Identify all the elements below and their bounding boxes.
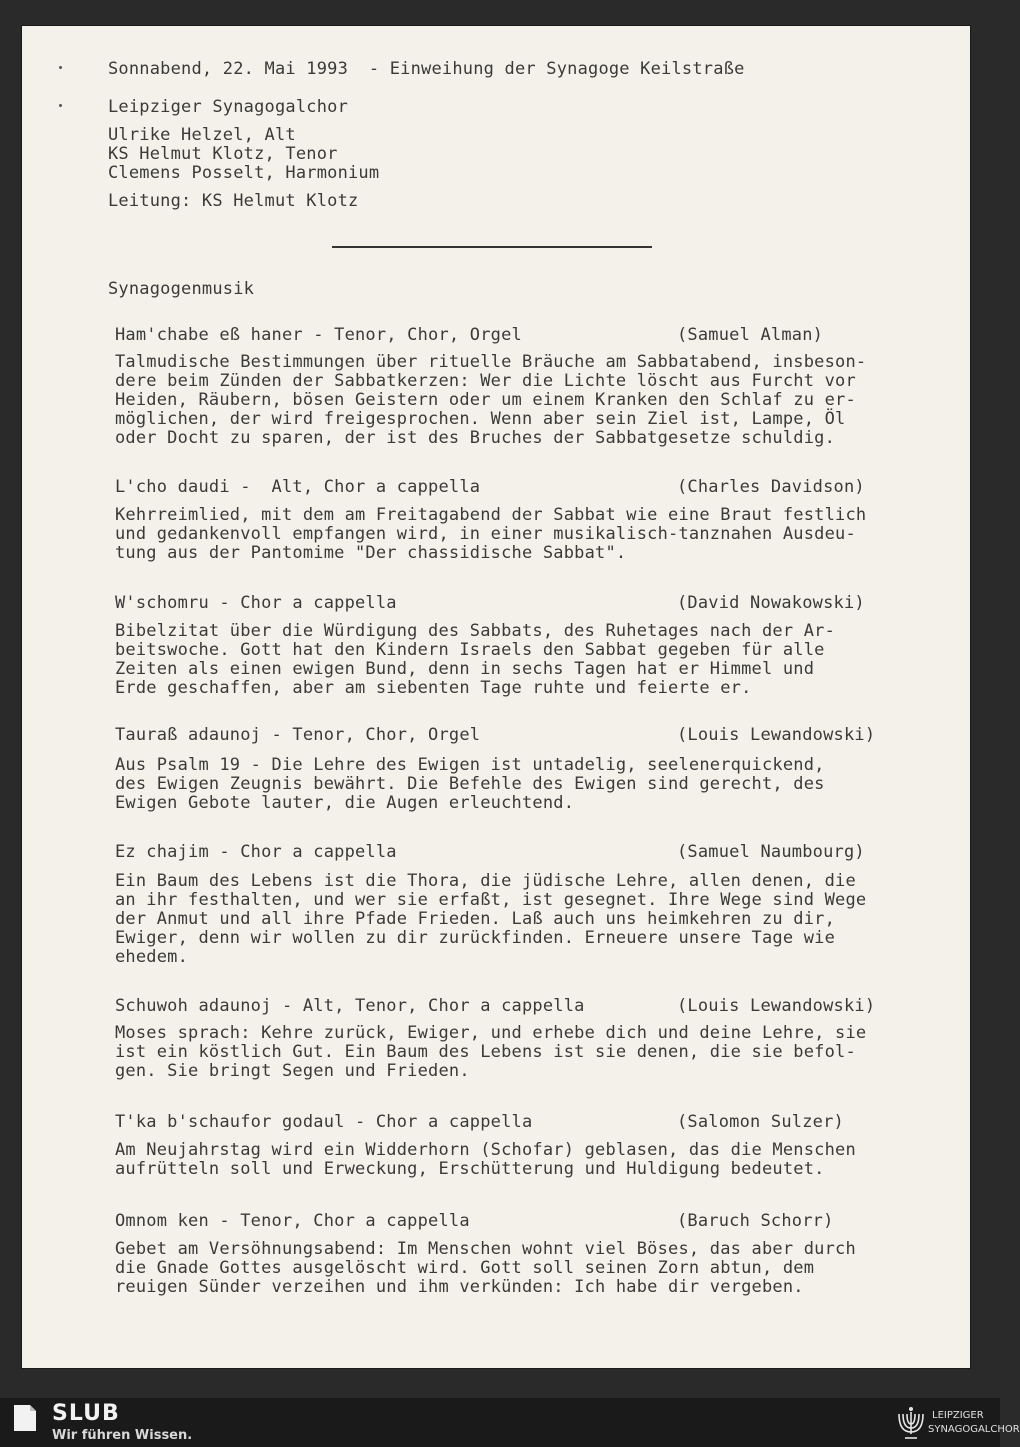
description-line: aufrütteln soll und Erweckung, Erschütterung und Huldigung bedeutet. — [115, 1159, 825, 1179]
choir-logo-line1: LEIPZIGER — [932, 1410, 984, 1421]
piece-title: Ez chajim - Chor a cappella — [115, 842, 397, 862]
piece-title-row — [115, 478, 875, 498]
description-line: Zeiten als einen ewigen Bund, denn in sechs Tagen hat er Himmel und — [115, 659, 815, 679]
performer: Ulrike Helzel, Alt — [108, 125, 296, 145]
description-line: reuigen Sünder verzeihen und ihm verkünden: Ich habe dir vergeben. — [115, 1277, 804, 1297]
piece-description — [115, 1024, 975, 1081]
description-line: Moses sprach: Kehre zurück, Ewiger, und erhebe dich und deine Lehre, sie — [115, 1023, 867, 1043]
piece-composer: (David Nowakowski) — [677, 593, 865, 613]
description-line: ehedem. — [115, 947, 189, 967]
piece-title: Tauraß adaunoj - Tenor, Chor, Orgel — [115, 725, 481, 745]
piece-composer: (Samuel Alman) — [677, 325, 824, 345]
performer: KS Helmut Klotz, Tenor — [108, 144, 338, 164]
document-page — [22, 26, 970, 1368]
piece-composer: (Samuel Naumbourg) — [677, 842, 865, 862]
piece-title-row — [115, 594, 875, 614]
piece-title-row — [115, 1113, 875, 1133]
piece-title: Omnom ken - Tenor, Chor a cappella — [115, 1211, 470, 1231]
divider-rule — [332, 246, 652, 248]
description-line: Aus Psalm 19 - Die Lehre des Ewigen ist untadelig, seelenerquickend, — [115, 755, 825, 775]
piece-composer: (Salomon Sulzer) — [677, 1112, 844, 1132]
event-line: Sonnabend, 22. Mai 1993 - Einweihung der Synagoge Keilstraße — [108, 59, 745, 79]
piece-title-row — [115, 726, 875, 746]
description-line: Ewigen Gebote lauter, die Augen erleuchtend. — [115, 793, 575, 813]
description-line: Heiden, Räubern, bösen Geistern oder um einem Kranken den Schlaf zu er- — [115, 390, 856, 410]
description-line: oder Docht zu sparen, der ist des Bruches der Sabbatgesetze schuldig. — [115, 428, 836, 448]
description-line: dere beim Zünden der Sabbatkerzen: Wer die Lichte löscht aus Furcht vor — [115, 371, 856, 391]
description-line: Erde geschaffen, aber am siebenten Tage ruhte und feierte er. — [115, 678, 752, 698]
description-line: gen. Sie bringt Segen und Frieden. — [115, 1061, 470, 1081]
menorah-icon — [897, 1404, 925, 1442]
piece-title-row — [115, 326, 875, 346]
piece-title: W'schomru - Chor a cappella — [115, 593, 397, 613]
description-line: tung aus der Pantomime "Der chassidische Sabbat". — [115, 543, 627, 563]
footer-bar — [0, 1398, 1020, 1447]
piece-description — [115, 1240, 975, 1297]
slub-logo-icon — [12, 1403, 38, 1433]
slub-brand: SLUB — [52, 1401, 120, 1426]
piece-description — [115, 622, 975, 698]
description-line: Ewiger, denn wir wollen zu dir zurückfinden. Erneuere unsere Tage wie — [115, 928, 836, 948]
ensemble-name: Leipziger Synagogalchor — [108, 97, 349, 117]
piece-description — [115, 872, 975, 967]
description-line: Gebet am Versöhnungsabend: Im Menschen wohnt viel Böses, das aber durch — [115, 1239, 856, 1259]
section-title: Synagogenmusik — [108, 279, 255, 299]
piece-description — [115, 353, 975, 448]
piece-title: L'cho daudi - Alt, Chor a cappella — [115, 477, 481, 497]
piece-composer: (Louis Lewandowski) — [677, 725, 876, 745]
choir-logo-line2: SYNAGOGALCHOR — [928, 1424, 1020, 1435]
description-line: Talmudische Bestimmungen über rituelle Bräuche am Sabbatabend, insbeson- — [115, 352, 867, 372]
description-line: und gedankenvoll empfangen wird, in einer musikalisch-tanznahen Ausdeu- — [115, 524, 856, 544]
piece-description — [115, 1141, 975, 1179]
piece-title-row — [115, 1212, 875, 1232]
description-line: die Gnade Gottes ausgelöscht wird. Gott soll seinen Zorn abtun, dem — [115, 1258, 815, 1278]
punch-hole — [59, 66, 62, 69]
leitung-line: Leitung: KS Helmut Klotz — [108, 191, 359, 211]
description-line: möglichen, der wird freigesprochen. Wenn aber sein Ziel ist, Lampe, Öl — [115, 409, 846, 429]
piece-composer: (Charles Davidson) — [677, 477, 865, 497]
piece-title-row — [115, 843, 875, 863]
performer: Clemens Posselt, Harmonium — [108, 163, 380, 183]
punch-hole — [59, 104, 62, 107]
description-line: der Anmut und all ihre Pfade Frieden. Laß auch uns heimkehren zu dir, — [115, 909, 836, 929]
description-line: beitswoche. Gott hat den Kindern Israels den Sabbat gegeben für alle — [115, 640, 825, 660]
description-line: ist ein köstlich Gut. Ein Baum des Lebens ist sie denen, die sie befol- — [115, 1042, 856, 1062]
piece-title-row — [115, 997, 875, 1017]
piece-composer: (Louis Lewandowski) — [677, 996, 876, 1016]
description-line: des Ewigen Zeugnis bewährt. Die Befehle des Ewigen sind gerecht, des — [115, 774, 825, 794]
piece-composer: (Baruch Schorr) — [677, 1211, 834, 1231]
piece-title: Ham'chabe eß haner - Tenor, Chor, Orgel — [115, 325, 522, 345]
description-line: Am Neujahrstag wird ein Widderhorn (Schofar) geblasen, das die Menschen — [115, 1140, 856, 1160]
description-line: Kehrreimlied, mit dem am Freitagabend der Sabbat wie eine Braut festlich — [115, 505, 867, 525]
piece-description — [115, 506, 975, 563]
description-line: Ein Baum des Lebens ist die Thora, die jüdische Lehre, allen denen, die — [115, 871, 856, 891]
description-line: Bibelzitat über die Würdigung des Sabbats, des Ruhetages nach der Ar- — [115, 621, 836, 641]
piece-title: Schuwoh adaunoj - Alt, Tenor, Chor a cappella — [115, 996, 585, 1016]
description-line: an ihr festhalten, und wer sie erfaßt, ist gesegnet. Ihre Wege sind Wege — [115, 890, 867, 910]
piece-title: T'ka b'schaufor godaul - Chor a cappella — [115, 1112, 533, 1132]
slub-tagline: Wir führen Wissen. — [52, 1428, 193, 1443]
piece-description — [115, 756, 975, 813]
